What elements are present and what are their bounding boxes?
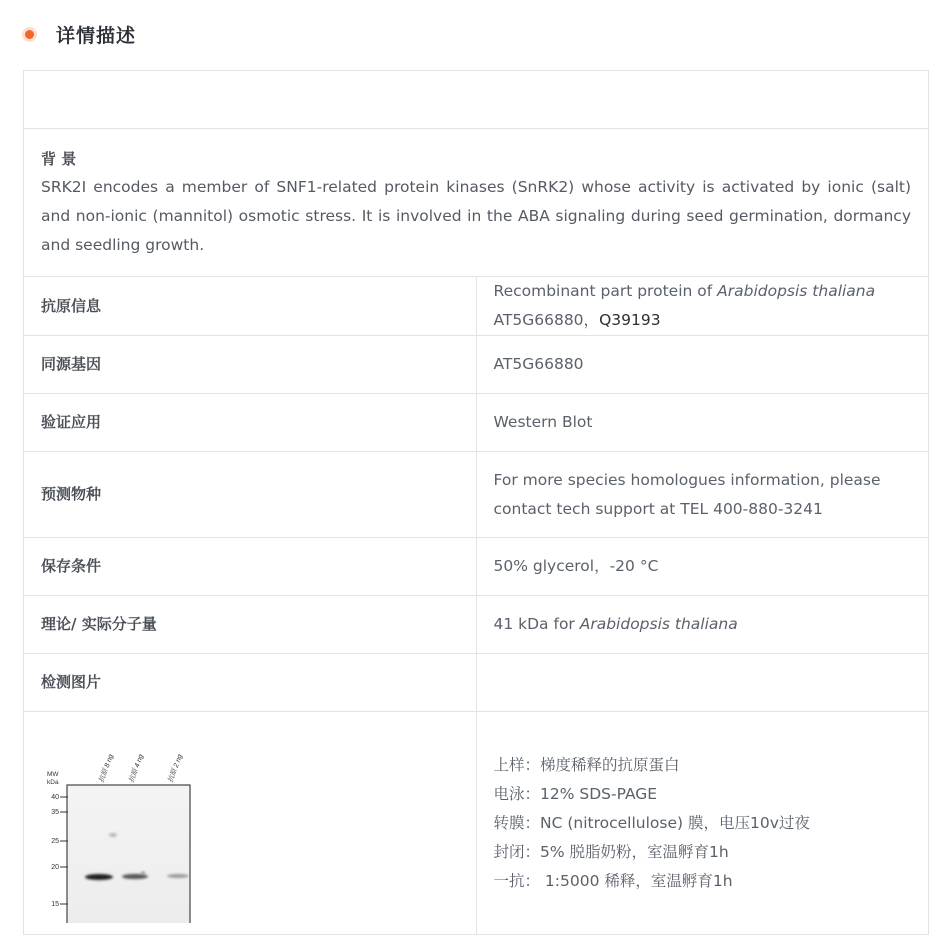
mw-value bbox=[476, 596, 929, 654]
protocol-line: 一抗： 1:5000 稀释，室温孵育1h bbox=[493, 871, 733, 890]
image-row bbox=[24, 712, 929, 935]
background-text: SRK2I encodes a member of SNF1-related protein kinases (SnRK2) whose activity is activated by ionic (salt) and non-ionic (mannitol) osmotic stress. It is involved in the ABA signaling during seed germination, dormancy and seedling growth. bbox=[41, 178, 911, 254]
lane-label: 抗原 2 ng bbox=[167, 753, 184, 784]
protocol-line: 转膜：NC (nitrocellulose) 膜，电压10v过夜 bbox=[493, 813, 810, 832]
marker-label: 35 bbox=[51, 809, 59, 816]
antigen-gene: AT5G66880， bbox=[493, 311, 600, 329]
background-cell bbox=[24, 129, 929, 277]
section-header bbox=[22, 18, 136, 50]
storage-label: 保存条件 bbox=[24, 538, 477, 596]
background-row bbox=[24, 129, 929, 277]
western-blot-image bbox=[41, 723, 209, 923]
mw-species: Arabidopsis thaliana bbox=[579, 615, 738, 633]
marker-label: 20 bbox=[51, 864, 59, 871]
application-label: 验证应用 bbox=[24, 394, 477, 452]
protocol-line: 封闭：5% 脱脂奶粉，室温孵育1h bbox=[493, 842, 729, 861]
application-value: Western Blot bbox=[476, 394, 929, 452]
antigen-value bbox=[476, 277, 929, 336]
blot-mw-label: MW bbox=[47, 771, 59, 778]
bullet-dot-icon bbox=[25, 30, 34, 39]
species-row bbox=[24, 452, 929, 538]
antigen-species: Arabidopsis thaliana bbox=[717, 282, 876, 300]
antigen-prefix: Recombinant part protein of bbox=[493, 282, 718, 300]
blot-cell bbox=[24, 712, 477, 935]
storage-row bbox=[24, 538, 929, 596]
empty-cell bbox=[24, 71, 929, 129]
application-row bbox=[24, 394, 929, 452]
antigen-accession: Q39193 bbox=[599, 311, 661, 329]
protocol-cell bbox=[476, 712, 929, 935]
storage-value: 50% glycerol，-20 °C bbox=[476, 538, 929, 596]
homolog-value: AT5G66880 bbox=[476, 336, 929, 394]
blot-artifact bbox=[141, 872, 145, 875]
antigen-row bbox=[24, 277, 929, 336]
antigen-label: 抗原信息 bbox=[24, 277, 477, 336]
blot-artifact bbox=[109, 833, 117, 837]
western-blot-figure bbox=[41, 723, 209, 923]
blot-band bbox=[167, 874, 189, 878]
spec-table bbox=[23, 70, 929, 935]
image-label-row bbox=[24, 654, 929, 712]
mw-label: 理论/ 实际分子量 bbox=[24, 596, 477, 654]
blot-membrane bbox=[67, 785, 190, 923]
marker-label: 25 bbox=[51, 838, 59, 845]
marker-label: 40 bbox=[51, 794, 59, 801]
mw-prefix: 41 kDa for bbox=[493, 615, 580, 633]
image-label: 检测图片 bbox=[24, 654, 477, 712]
homolog-label: 同源基因 bbox=[24, 336, 477, 394]
marker-label: 15 bbox=[51, 901, 59, 908]
image-label-empty bbox=[476, 654, 929, 712]
blot-band bbox=[122, 874, 148, 879]
homolog-row bbox=[24, 336, 929, 394]
blot-band bbox=[85, 874, 113, 880]
species-value: For more species homologues information, please contact tech support at TEL 400-880-3241 bbox=[476, 452, 929, 538]
section-title: 详情描述 bbox=[56, 24, 137, 47]
species-label: 预测物种 bbox=[24, 452, 477, 538]
lane-label: 抗原 8 ng bbox=[98, 753, 115, 784]
background-label: 背 景 bbox=[41, 150, 77, 168]
empty-row bbox=[24, 71, 929, 129]
blot-unit-label: kDa bbox=[47, 779, 59, 786]
mw-row bbox=[24, 596, 929, 654]
protocol-line: 电泳：12% SDS-PAGE bbox=[493, 784, 658, 803]
lane-label: 抗原 4 ng bbox=[128, 753, 145, 784]
protocol-line: 上样：梯度稀释的抗原蛋白 bbox=[493, 755, 680, 774]
